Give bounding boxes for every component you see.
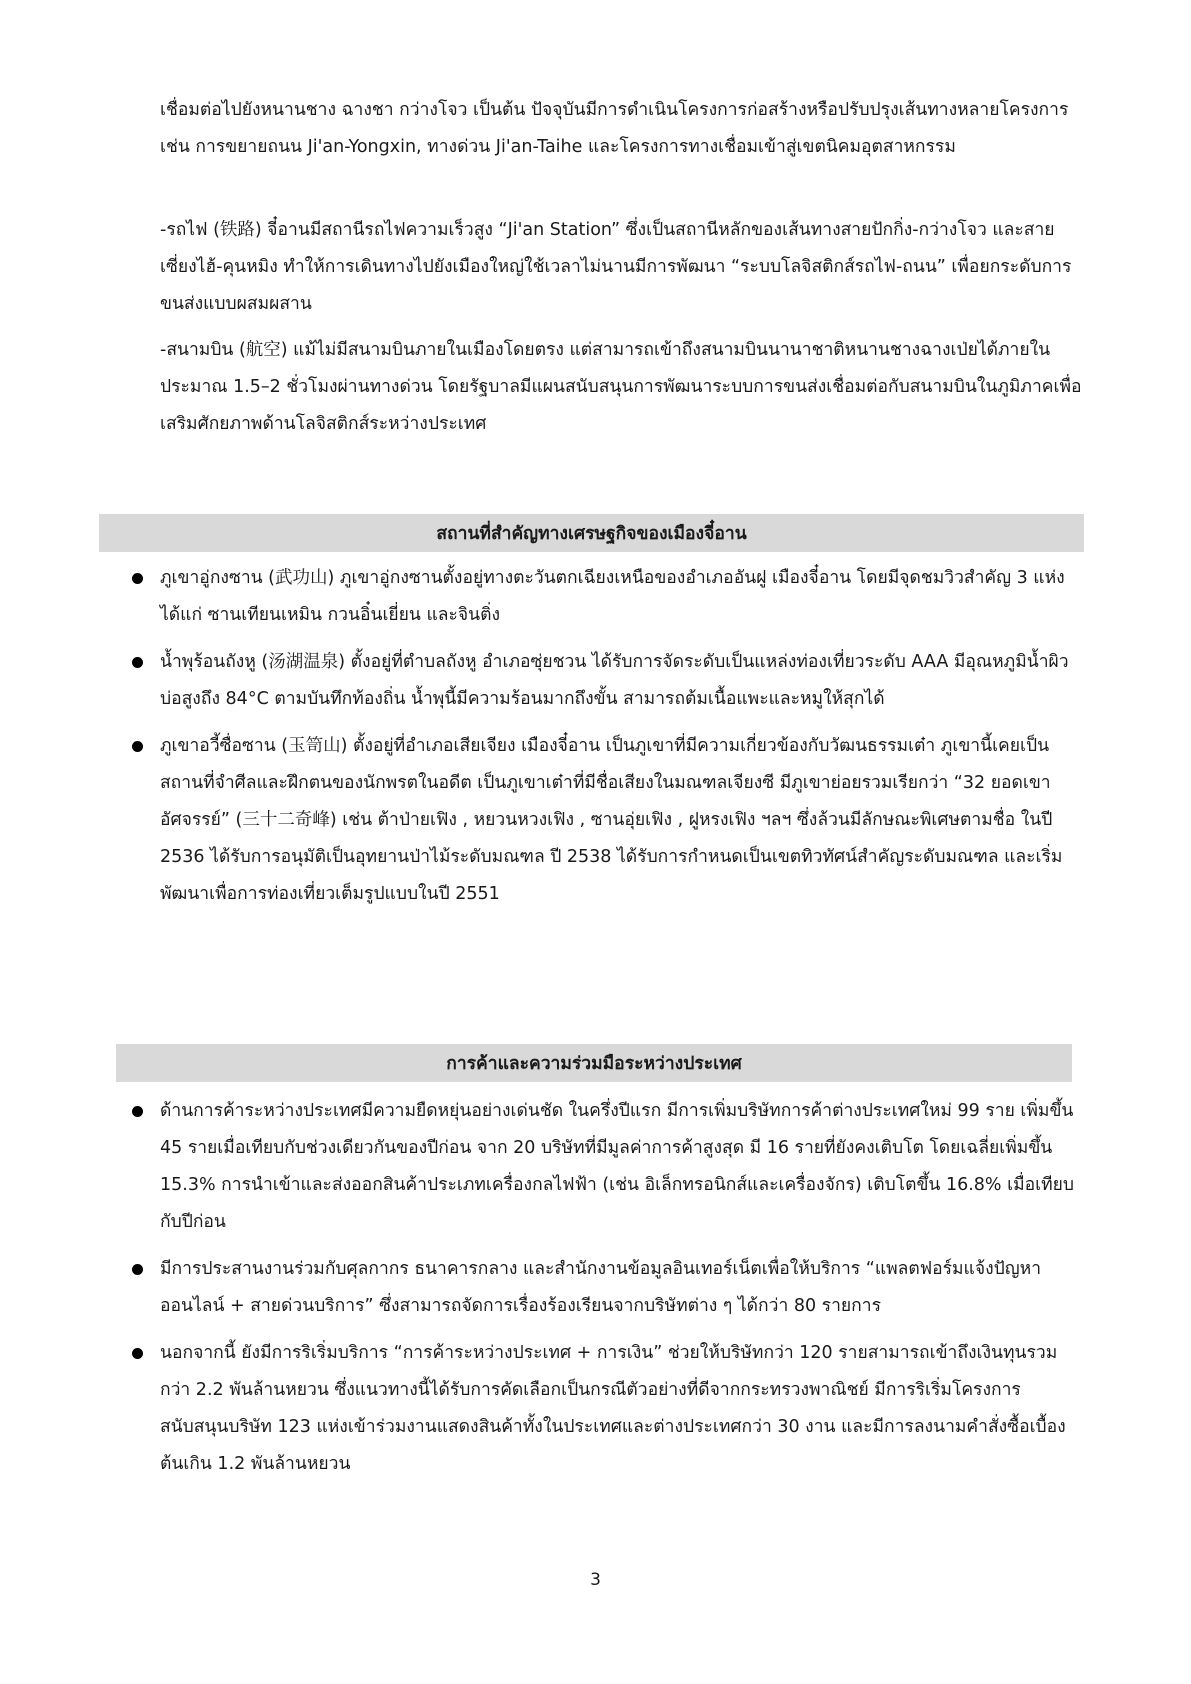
air-transport-paragraph: -สนามบิน (航空) แม้ไม่มีสนามบินภายในเมืองโดยตรง แต่สามารถเข้าถึงสนามบินนานาชาติหนานชางฉางเป่ยได้ภายในประมาณ 1.5–2 ชั่วโมงผ่านทางด่วน โดยรัฐบาลมีแผนสนับสนุนการพัฒนาระบบการขนส่งเชื่อมต่อกับสนามบินในภูมิภาคเพื่อเสริมศักยภาพด้านโลจิสติกส์ระหว่างประเทศ <box>160 340 1082 434</box>
landmarks-list <box>160 560 1082 923</box>
bullet-icon <box>132 573 143 584</box>
bullet-icon <box>132 1264 143 1275</box>
rail-transport-paragraph: -รถไฟ (铁路) จี๋อานมีสถานีรถไฟความเร็วสูง “Ji'an Station” ซึ่งเป็นสถานีหลักของเส้นทางสายปักกิ่ง-กว่างโจว และสายเซี่ยงไฮ้-คุนหมิง ทำให้การเดินทางไปยังเมืองใหญ่ใช้เวลาไม่นานมีการพัฒนา “ระบบโลจิสติกส์รถไฟ-ถนน” เพื่อยกระดับการขนส่งแบบผสมผสาน <box>160 220 1072 314</box>
bullet-icon <box>132 1106 143 1117</box>
list-item <box>160 644 1082 718</box>
list-item-text: ภูเขาอวี้ซื่อซาน (玉笥山) ตั้งอยู่ที่อำเภอเสียเจียง เมืองจี๋อาน เป็นภูเขาที่มีความเกี่ยวข้องกับวัฒนธรรมเต๋า ภูเขานี้เคยเป็นสถานที่จำศีลและฝึกตนของนักพรตในอดีต เป็นภูเขาเต๋าที่มีชื่อเสียงในมณฑลเจียงซี มีภูเขาย่อยรวมเรียกว่า “32 ยอดเขาอัศจรรย์” (三十二奇峰) เช่น ต้าป่ายเฟิง , หยวนหวงเฟิง , ซานอุ่ยเฟิง , ฝูหรงเฟิง ฯลฯ ซึ่งล้วนมีลักษณะพิเศษตามชื่อ ในปี 2536 ได้รับการอนุมัติเป็นอุทยานป่าไม้ระดับมณฑล ปี 2538 ได้รับการกำหนดเป็นเขตทิวทัศน์สำคัญระดับมณฑล และเริ่มพัฒนาเพื่อการท่องเที่ยวเต็มรูปแบบในปี 2551 <box>160 736 1063 904</box>
list-item-text: มีการประสานงานร่วมกับศุลกากร ธนาคารกลาง และสำนักงานข้อมูลอินเทอร์เน็ตเพื่อให้บริการ “แพลตฟอร์มแจ้งปัญหาออนไลน์ + สายด่วนบริการ” ซึ่งสามารถจัดการเรื่องร้องเรียนจากบริษัทต่าง ๆ ได้กว่า 80 รายการ <box>160 1259 1042 1316</box>
list-item <box>160 1093 1082 1241</box>
list-item <box>160 728 1082 913</box>
list-item-text: ด้านการค้าระหว่างประเทศมีความยืดหยุ่นอย่างเด่นชัด ในครึ่งปีแรก มีการเพิ่มบริษัทการค้าต่างประเทศใหม่ 99 ราย เพิ่มขึ้น 45 รายเมื่อเทียบกับช่วงเดียวกันของปีก่อน จาก 20 บริษัทที่มีมูลค่าการค้าสูงสุด มี 16 รายที่ยังคงเติบโต โดยเฉลี่ยเพิ่มขึ้น 15.3% การนำเข้าและส่งออกสินค้าประเภทเครื่องกลไฟฟ้า (เช่น อิเล็กทรอนิกส์และเครื่องจักร) เติบโตขึ้น 16.8% เมื่อเทียบกับปีก่อน <box>160 1101 1075 1232</box>
list-item <box>160 1251 1082 1325</box>
landmarks-section-heading: สถานที่สำคัญทางเศรษฐกิจของเมืองจี๋อาน <box>99 514 1084 552</box>
list-item <box>160 560 1082 634</box>
bullet-icon <box>132 741 143 752</box>
page-number: 3 <box>590 1570 601 1590</box>
bullet-icon <box>132 657 143 668</box>
trade-list <box>160 1093 1082 1493</box>
trade-section-heading: การค้าและความร่วมมือระหว่างประเทศ <box>116 1044 1072 1082</box>
list-item-text: น้ำพุร้อนถังหู (汤湖温泉) ตั้งอยู่ที่ตำบลถังหู อำเภอซุ่ยชวน ได้รับการจัดระดับเป็นแหล่งท่องเที่ยวระดับ AAA มีอุณหภูมิน้ำผิวบ่อสูงถึง 84°C ตามบันทึกท้องถิ่น น้ำพุนี้มีความร้อนมากถึงขั้น สามารถต้มเนื้อแพะและหมูให้สุกได้ <box>160 652 1069 709</box>
list-item <box>160 1335 1082 1483</box>
list-item-text: นอกจากนี้ ยังมีการริเริ่มบริการ “การค้าระหว่างประเทศ + การเงิน” ช่วยให้บริษัทกว่า 120 รายสามารถเข้าถึงเงินทุนรวมกว่า 2.2 พันล้านหยวน ซึ่งแนวทางนี้ได้รับการคัดเลือกเป็นกรณีตัวอย่างที่ดีจากกระทรวงพาณิชย์ มีการริเริ่มโครงการสนับสนุนบริษัท 123 แห่งเข้าร่วมงานแสดงสินค้าทั้งในประเทศและต่างประเทศกว่า 30 งาน และมีการลงนามคำสั่งซื้อเบื้องต้นเกิน 1.2 พันล้านหยวน <box>160 1343 1066 1474</box>
road-transport-paragraph: เชื่อมต่อไปยังหนานชาง ฉางชา กว่างโจว เป็นต้น ปัจจุบันมีการดำเนินโครงการก่อสร้างหรือปรับปรุงเส้นทางหลายโครงการ เช่น การขยายถนน Ji'an-Yongxin, ทางด่วน Ji'an-Taihe และโครงการทางเชื่อมเข้าสู่เขตนิคมอุตสาหกรรม <box>160 100 1069 157</box>
bullet-icon <box>132 1348 143 1359</box>
list-item-text: ภูเขาอู่กงซาน (武功山) ภูเขาอู่กงซานตั้งอยู่ทางตะวันตกเฉียงเหนือของอำเภออันฝู เมืองจี๋อาน โดยมีจุดชมวิวสำคัญ 3 แห่ง ได้แก่ ซานเทียนเหมิน กวนอิ๋นเยี่ยน และจินติ่ง <box>160 568 1065 625</box>
